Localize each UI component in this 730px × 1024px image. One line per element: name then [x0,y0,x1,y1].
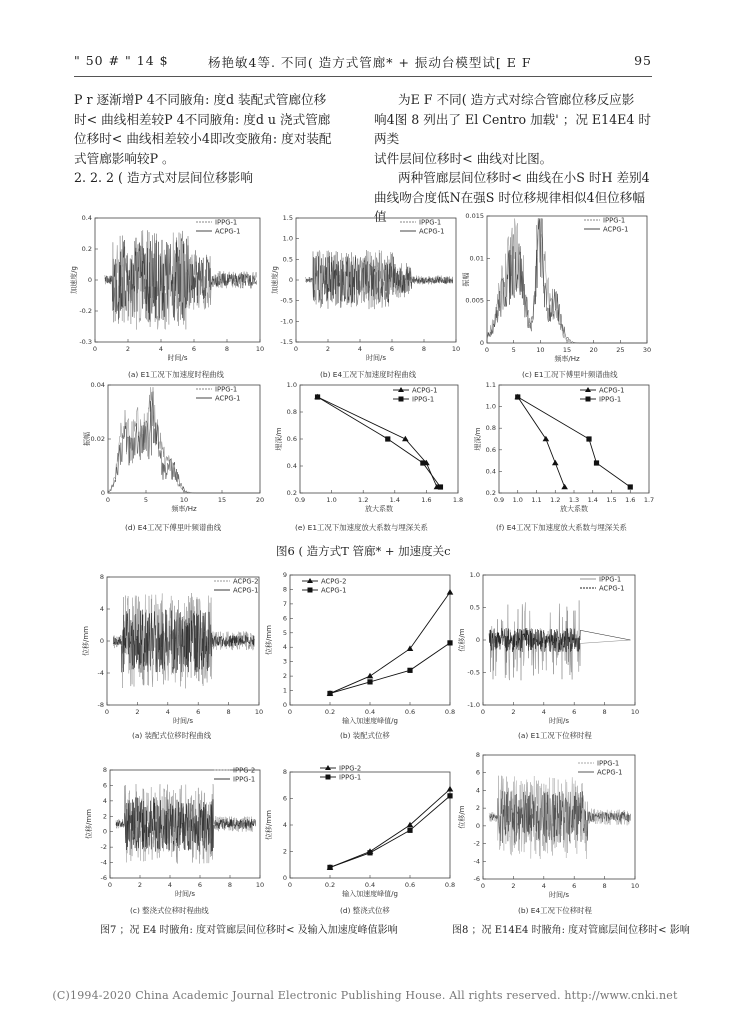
y-axis-label: 位移/mm [265,810,273,840]
legend-label: IPPG-1 [599,575,622,584]
chart-j [84,766,264,898]
x-tick-label: 2 [135,708,140,716]
legend-label: IPPG-1 [233,775,256,784]
series-line-IPPG-1 [518,397,631,487]
legend-label: ACPG-1 [597,768,623,777]
text-line: 响4图 8 列出了 El Centro 加载' ；况 E14E4 时两类 [374,111,651,146]
caption-i: (a) E1工况下位移时程 [518,731,592,740]
x-tick-label: 2 [325,345,331,353]
point-IPPG-1 [420,460,425,465]
point-ACPG-2 [447,589,454,595]
y-tick-label: 0 [102,827,107,836]
x-tick-label: 0 [480,882,486,890]
y-tick-label: 0 [87,276,92,284]
x-tick-label: 1.1 [531,496,542,504]
y-tick-label: 0.02 [90,435,105,443]
caption-h: (b) 装配式位移 [340,731,390,740]
x-tick-label: 25 [616,346,625,354]
x-axis-label: 放大系数 [365,505,393,513]
y-tick-label: 6 [282,614,287,623]
x-tick-label: 6 [197,881,203,889]
series-line-ACPG-1 [318,397,437,487]
y-tick-label: 0.8 [286,408,297,416]
y-tick-label: 1.0 [282,234,293,243]
y-axis-label: 加速度/g [70,266,78,294]
x-tick-label: 1.3 [568,496,580,504]
x-tick-label: 10 [630,708,640,716]
legend-label: ACPG-1 [599,386,625,395]
point-IPPG-1 [367,850,372,855]
point-IPPG-1 [586,436,591,441]
x-tick-label: 6 [191,345,197,353]
chart-h [264,571,455,725]
y-tick-label: -2 [100,843,107,852]
y-tick-label: 0.4 [286,462,297,470]
y-tick-label: 0.5 [282,255,293,264]
x-tick-label: 20 [589,346,598,354]
chart-a [69,214,264,362]
legend-marker [586,397,591,402]
y-tick-label: 0 [475,636,480,644]
legend-label: ACPG-1 [233,586,259,595]
x-axis-label: 输入加速度峰值/g [342,717,398,725]
x-tick-label: 4 [357,345,363,353]
x-axis-label: 输入加速度峰值/g [342,890,398,898]
x-tick-label: 0.8 [444,881,456,889]
y-tick-label: 0.01 [469,254,484,263]
x-tick-label: 0 [484,346,490,354]
y-axis-label: 位移/m [458,628,466,652]
caption-c: (c) E1工况下傅里叶频谱曲线 [522,370,618,379]
y-tick-label: 0.015 [465,212,484,220]
legend-label: ACPG-1 [215,227,241,236]
x-tick-label: 30 [642,346,652,354]
legend-label: ACPG-1 [599,584,625,593]
x-tick-label: 0.2 [324,708,336,716]
legend-label: ACPG-2 [233,577,259,586]
y-tick-label: 0.04 [90,381,105,389]
legend-label: IPPG-1 [419,218,442,227]
point-IPPG-1 [515,394,520,399]
x-tick-label: 6 [572,882,577,890]
x-tick-label: 1.4 [587,496,598,504]
x-tick-label: 0.2 [324,881,336,889]
chart-k [264,764,455,898]
x-tick-label: 0 [92,345,98,353]
text-line: 为E F 不同( 造方式对综合管廊位移反应影 [398,92,635,107]
y-axis-label: 位移/mm [85,809,93,839]
text-line: 位移时< 曲线相差较小4即改变腋角: 度对装配 [74,131,332,146]
x-tick-label: 0 [104,708,110,716]
y-tick-label: 0 [99,637,104,645]
series-line-IPPG-1 [330,796,450,868]
y-axis-label: 埋深/m [474,427,482,451]
y-tick-label: 8 [282,585,287,594]
legend-label: ACPG-1 [419,227,445,236]
text-line: 式管廊影响较P 。 [74,150,175,166]
x-tick-label: 6 [572,708,577,716]
point-IPPG-1 [407,828,412,833]
figure-6-caption: 图6 ( 造方式T 管廊* + 加速度关c [276,544,451,558]
legend-marker [398,387,404,392]
x-tick-label: 2 [511,882,516,890]
x-tick-label: 10 [179,496,189,504]
y-tick-label: -4 [100,858,107,867]
x-tick-label: 0 [107,881,113,889]
article-title-header: 杨艳敏4等. 不同( 造方式管廊* + 振动台模型试[ E F [208,55,532,70]
y-tick-label: 1.5 [282,214,293,222]
plot-frame [290,772,450,878]
point-ACPG-2 [367,673,374,679]
legend-label: ACPG-1 [215,394,241,403]
y-tick-label: -1.0 [467,701,480,709]
legend-label: ACPG-2 [321,577,347,586]
figure-8-caption: 图8 ；况 E14E4 时腋角: 度对管廊层间位移时< 影响 [452,925,690,936]
x-axis-label: 放大系数 [560,505,588,513]
x-axis-label: 时间/s [174,890,196,898]
legend-marker [325,765,331,770]
caption-j: (c) 整浇式位移时程曲线 [130,906,209,915]
y-tick-label: 0.5 [469,603,480,612]
y-tick-label: 5 [282,628,287,637]
text-line: 曲线吻合度低N在强S 时位移规律相似4但位移幅值 [374,189,645,224]
x-axis-label: 频率/Hz [554,355,580,363]
plot-frame [290,575,450,705]
caption-k: (d) 整浇式位移 [340,906,390,915]
x-tick-label: 8 [227,881,233,889]
x-tick-label: 0.9 [493,496,505,504]
chart-d [82,381,264,513]
x-tick-label: 10 [254,708,264,716]
series-ACPG-2 [113,593,254,688]
x-tick-label: 1.4 [389,496,400,504]
point-IPPG-1 [327,865,332,870]
series-IPPG-1 [487,219,647,344]
y-axis-label: 振幅 [83,432,91,446]
y-tick-label: 2 [102,812,107,821]
x-tick-label: 10 [255,345,265,353]
x-tick-label: 1.0 [512,496,523,504]
point-IPPG-2 [447,786,454,792]
y-tick-label: 4 [282,643,287,652]
y-tick-label: -0.2 [79,307,92,315]
y-tick-label: 8 [282,768,287,776]
y-tick-label: 0.005 [465,296,484,305]
x-tick-label: 8 [421,345,427,353]
y-tick-label: 0.6 [485,445,496,454]
x-tick-label: 0 [287,881,293,889]
y-tick-label: -1.5 [280,338,293,346]
y-axis-label: 埋深/m [275,427,283,451]
x-tick-label: 1.8 [452,496,464,504]
caption-l: (b) E4工况下位移时程 [518,906,592,915]
legend-label: ACPG-1 [603,225,629,234]
x-tick-label: 8 [224,345,230,353]
y-tick-label: 3 [282,657,287,666]
journal-volume: " 50 # " 14 $ [74,53,169,68]
x-axis-label: 时间/s [167,354,188,362]
legend-label: IPPG-1 [412,395,435,404]
legend-label: IPPG-1 [215,218,238,227]
y-axis-label: 振幅 [462,272,470,287]
y-tick-label: 1.0 [286,381,297,389]
x-axis-label: 时间/s [548,717,570,725]
x-tick-label: 4 [541,708,546,716]
y-tick-label: 4 [282,821,287,829]
series-ACPG-1 [487,219,647,344]
series-ACPG-1 [108,392,260,494]
x-tick-label: 0.8 [444,708,456,716]
x-tick-label: 6 [389,345,395,353]
caption-b: (b) E4工况下加速度时程曲线 [320,370,417,379]
x-tick-label: 1.2 [358,496,369,504]
point-ACPG-1 [552,460,559,466]
y-tick-label: 0 [100,489,105,497]
chart-e [274,381,463,513]
y-tick-label: 0.2 [286,489,297,497]
chart-f [473,381,654,513]
point-ACPG-1 [367,679,372,684]
y-tick-label: 8 [102,766,107,774]
chart-c [461,212,651,363]
series-line-ACPG-2 [330,592,450,693]
point-IPPG-1 [385,436,390,441]
x-tick-label: 10 [255,881,265,889]
chart-l [457,751,639,899]
y-axis-label: 加速度/g [271,266,279,294]
legend-marker [399,397,404,402]
y-tick-label: 1.0 [469,571,480,579]
x-tick-label: 4 [541,882,546,890]
y-tick-label: 4 [475,786,480,795]
x-tick-label: 4 [158,345,164,353]
caption-e: (e) E1工况下加速度放大系数与埋深关系 [295,523,428,532]
y-tick-label: 8 [99,573,104,581]
point-IPPG-1 [438,484,443,489]
legend-label: IPPG-1 [215,385,238,394]
x-tick-label: 1.6 [421,496,432,504]
x-tick-label: 15 [217,496,227,504]
legend-label: IPPG-2 [339,764,362,773]
x-tick-label: 0 [480,708,486,716]
chart-i [457,571,639,725]
caption-g: (a) 装配式位移时程曲线 [132,731,212,740]
text-line: 两种管廊层间位移时< 曲线在小S 时H 差别4 [398,170,650,185]
y-tick-label: 0.4 [485,467,496,476]
text-line: 时< 曲线相差较P 4不同腋角: 度d u 浇式管廊 [74,111,331,127]
point-ACPG-1 [447,640,452,645]
x-tick-label: 2 [137,881,143,889]
x-tick-label: 1.7 [643,496,655,504]
y-tick-label: -4 [97,669,104,677]
y-axis-label: 位移/m [458,805,466,829]
y-tick-label: 0.2 [81,245,92,253]
y-axis-label: 位移/mm [82,626,90,656]
page-number: 95 [634,53,652,68]
y-tick-label: -6 [100,874,107,882]
y-tick-label: 0 [288,276,293,284]
y-tick-label: 6 [475,768,480,777]
point-IPPG-1 [315,394,320,399]
section-subheading: 2. 2. 2 ( 造方式对层间位移影响 [74,170,253,185]
point-IPPG-1 [447,793,452,798]
legend-marker [585,387,591,392]
caption-a: (a) E1工况下加速度时程曲线 [128,370,224,379]
y-tick-label: 6 [282,794,287,803]
y-tick-label: 8 [475,751,480,759]
y-tick-label: -0.5 [467,668,480,677]
x-tick-label: 1.2 [550,496,561,504]
legend-label: IPPG-2 [233,766,256,775]
legend-label: ACPG-1 [321,586,347,595]
caption-d: (d) E4工况下傅里叶频谱曲线 [125,523,222,532]
y-tick-label: -2 [473,839,480,848]
y-tick-label: -8 [97,701,104,709]
y-tick-label: 0.2 [485,489,496,497]
plot-frame [300,385,458,493]
copyright-footer: (C)1994-2020 China Academic Journal Electronic Publishing House. All rights reserved. http://www.cnki.net [52,989,678,1002]
x-tick-label: 10 [630,882,640,890]
y-tick-label: 0.8 [485,424,496,433]
series-line-IPPG-1 [318,397,441,487]
y-tick-label: 7 [282,599,287,608]
legend-label: IPPG-1 [597,759,620,768]
point-ACPG-1 [402,436,409,442]
x-tick-label: 0.4 [364,881,376,889]
chart-b [270,214,460,362]
x-tick-label: 1.5 [606,496,617,504]
x-tick-label: 5 [511,346,516,354]
y-tick-label: 1 [282,686,287,695]
legend-label: IPPG-1 [339,773,362,782]
x-tick-label: 0.6 [404,881,416,889]
x-tick-label: 0 [105,496,111,504]
point-IPPG-1 [594,460,599,465]
y-tick-label: -0.5 [280,296,293,305]
y-tick-label: 4 [99,605,104,613]
plot-frame [487,216,647,343]
x-tick-label: 8 [602,708,607,716]
y-tick-label: 0 [282,701,287,709]
y-tick-label: -6 [473,875,480,883]
text-line: P r 逐渐增P 4不同腋角: 度d 装配式管廊位移 [74,92,327,107]
x-tick-label: 1.0 [326,496,337,504]
x-axis-label: 时间/s [172,717,194,725]
x-tick-label: 0.9 [294,496,306,504]
x-tick-label: 5 [143,496,149,504]
caption-f: (f) E4工况下加速度放大系数与埋深关系 [496,523,627,532]
y-tick-label: 1.0 [485,402,496,411]
point-ACPG-1 [407,668,412,673]
y-tick-label: 0 [282,874,287,882]
y-tick-label: 0 [475,821,480,830]
x-tick-label: 0.4 [364,708,376,716]
x-tick-label: 15 [562,346,572,354]
x-tick-label: 0 [287,708,293,716]
x-tick-label: 0.6 [404,708,416,716]
x-axis-label: 时间/s [365,354,387,362]
y-tick-label: -4 [473,857,480,866]
y-tick-label: 1.1 [485,381,496,389]
legend-marker [308,588,313,593]
x-axis-label: 频率/Hz [171,505,197,513]
y-tick-label: 2 [475,804,480,813]
y-axis-label: 位移/mm [265,625,273,655]
x-tick-label: 8 [602,882,607,890]
legend-label: IPPG-1 [599,395,622,404]
y-tick-label: 6 [102,781,107,790]
series-line-IPPG-2 [330,789,450,867]
text-line: 试件层间位移时< 曲线对比图。 [374,150,553,166]
point-ACPG-1 [543,436,550,442]
y-tick-label: 2 [282,672,287,681]
point-ACPG-1 [561,484,568,490]
plot-frame [499,385,649,493]
x-tick-label: 6 [196,708,201,716]
x-axis-label: 时间/s [548,891,570,899]
y-tick-label: 2 [282,847,287,856]
legend-label: ACPG-1 [412,386,438,395]
y-tick-label: 0 [479,339,484,347]
legend-label: IPPG-1 [603,216,626,225]
x-tick-label: 20 [255,496,265,504]
chart-g [81,573,263,725]
x-tick-label: 2 [511,708,516,716]
x-tick-label: 1.6 [625,496,636,504]
x-tick-label: 10 [536,346,545,354]
x-tick-label: 8 [226,708,231,716]
legend-marker [326,775,331,780]
point-ACPG-1 [327,691,332,696]
x-tick-label: 4 [167,881,173,889]
point-IPPG-1 [628,484,633,489]
y-tick-label: 9 [282,571,287,579]
figure-7-caption: 图7 ；况 E4 时腋角: 度对管廊层间位移时< 及输入加速度峰值影响 [100,925,398,936]
x-tick-label: 2 [125,345,131,353]
x-tick-label: 0 [293,345,299,353]
y-tick-label: 0.6 [286,435,297,443]
y-tick-label: -0.3 [79,338,92,346]
legend-marker [307,578,313,583]
x-tick-label: 10 [451,345,461,353]
x-tick-label: 4 [165,708,170,716]
y-tick-label: 0.4 [81,214,92,222]
y-tick-label: -1.0 [280,317,293,326]
y-tick-label: 4 [102,796,107,805]
